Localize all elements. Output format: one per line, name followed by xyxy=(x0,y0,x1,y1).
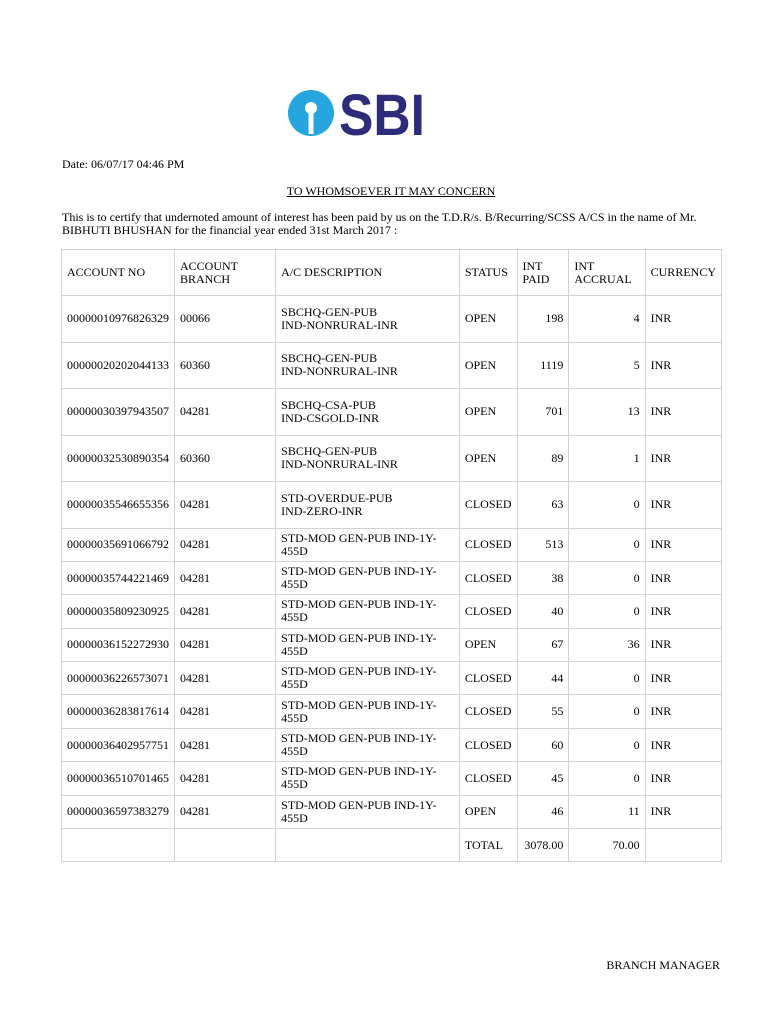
table-total-row xyxy=(62,829,722,862)
cell-status: OPEN xyxy=(459,795,517,828)
cell-description-line1: STD-OVERDUE-PUB xyxy=(281,490,393,505)
cell-int-paid: 40 xyxy=(517,595,569,628)
cell-description-line1: STD-MOD GEN-PUB IND-1Y-455D xyxy=(281,597,437,625)
table-row xyxy=(62,342,722,389)
cell-int-accrual: 0 xyxy=(569,482,645,529)
cell-int-accrual: 0 xyxy=(569,528,645,561)
cell-int-paid: 1119 xyxy=(517,342,569,389)
cell-account-branch: 04281 xyxy=(175,561,276,594)
document-heading: TO WHOMSOEVER IT MAY CONCERN xyxy=(286,184,496,198)
cell-description-line1: STD-MOD GEN-PUB IND-1Y-455D xyxy=(281,764,437,792)
cell-status: OPEN xyxy=(459,342,517,389)
header-description: A/C DESCRIPTION xyxy=(276,250,460,296)
cell-currency: INR xyxy=(645,389,721,436)
cell-description-line2: IND-NONRURAL-INR xyxy=(281,457,398,472)
cell-empty xyxy=(645,829,721,862)
signature-branch-manager: BRANCH MANAGER xyxy=(606,958,720,972)
header-int-paid-line1: INT xyxy=(522,258,543,273)
cell-empty xyxy=(175,829,276,862)
cell-account-branch: 04281 xyxy=(175,595,276,628)
cell-description xyxy=(276,762,460,795)
cell-empty xyxy=(62,829,175,862)
table-row xyxy=(62,389,722,436)
cell-description-line1: STD-MOD GEN-PUB IND-1Y-455D xyxy=(281,530,437,558)
header-int-paid xyxy=(517,250,569,296)
table-row xyxy=(62,728,722,761)
cell-description xyxy=(276,728,460,761)
total-int-paid: 3078.00 xyxy=(517,829,569,862)
cell-description-line1: STD-MOD GEN-PUB IND-1Y-455D xyxy=(281,664,437,692)
cell-int-paid: 701 xyxy=(517,389,569,436)
cell-int-accrual: 1 xyxy=(569,435,645,482)
cell-int-accrual: 11 xyxy=(569,795,645,828)
cell-description xyxy=(276,435,460,482)
cell-account-branch: 60360 xyxy=(175,342,276,389)
cell-account-no: 00000030397943507 xyxy=(62,389,175,436)
cell-description-line2: IND-NONRURAL-INR xyxy=(281,317,398,332)
cell-description xyxy=(276,795,460,828)
cell-description xyxy=(276,628,460,661)
header-status: STATUS xyxy=(459,250,517,296)
cell-int-paid: 45 xyxy=(517,762,569,795)
cell-description-line1: SBCHQ-GEN-PUB xyxy=(281,444,378,459)
cell-int-accrual: 13 xyxy=(569,389,645,436)
cell-description-line1: SBCHQ-CSA-PUB xyxy=(281,397,376,412)
cell-account-no: 00000010976826329 xyxy=(62,296,175,343)
total-int-accrual: 70.00 xyxy=(569,829,645,862)
header-account-no: ACCOUNT NO xyxy=(62,250,175,296)
cell-account-branch: 04281 xyxy=(175,528,276,561)
cell-int-accrual: 0 xyxy=(569,695,645,728)
total-label: TOTAL xyxy=(459,829,517,862)
cell-status: CLOSED xyxy=(459,695,517,728)
cell-status: OPEN xyxy=(459,296,517,343)
cell-currency: INR xyxy=(645,435,721,482)
cell-description xyxy=(276,389,460,436)
cell-description xyxy=(276,662,460,695)
cell-description-line1: STD-MOD GEN-PUB IND-1Y-455D xyxy=(281,564,437,592)
cell-description-line2: IND-ZERO-INR xyxy=(281,503,363,518)
cell-description xyxy=(276,528,460,561)
table-row xyxy=(62,296,722,343)
cell-status: CLOSED xyxy=(459,762,517,795)
cell-status: CLOSED xyxy=(459,482,517,529)
cell-int-paid: 55 xyxy=(517,695,569,728)
cell-int-paid: 38 xyxy=(517,561,569,594)
cell-status: OPEN xyxy=(459,628,517,661)
table-header-row xyxy=(62,250,722,296)
cell-description xyxy=(276,595,460,628)
sbi-logo xyxy=(287,86,427,140)
cell-account-no: 00000036402957751 xyxy=(62,728,175,761)
cell-account-no: 00000036226573071 xyxy=(62,662,175,695)
cell-status: CLOSED xyxy=(459,595,517,628)
header-int-accrual-line1: INT xyxy=(574,258,595,273)
interest-table xyxy=(61,249,722,862)
cell-account-no: 00000032530890354 xyxy=(62,435,175,482)
cell-account-branch: 04281 xyxy=(175,728,276,761)
cell-description-line1: SBCHQ-GEN-PUB xyxy=(281,304,378,319)
cell-status: CLOSED xyxy=(459,528,517,561)
sbi-keyhole-logo-icon xyxy=(287,86,427,140)
cell-account-branch: 04281 xyxy=(175,389,276,436)
cell-int-accrual: 0 xyxy=(569,728,645,761)
cell-description xyxy=(276,342,460,389)
cell-currency: INR xyxy=(645,561,721,594)
cell-account-no: 00000035691066792 xyxy=(62,528,175,561)
cell-account-branch: 04281 xyxy=(175,762,276,795)
table-row xyxy=(62,695,722,728)
table-row xyxy=(62,795,722,828)
cell-currency: INR xyxy=(645,482,721,529)
cell-description xyxy=(276,561,460,594)
cell-description xyxy=(276,695,460,728)
cell-description-line1: STD-MOD GEN-PUB IND-1Y-455D xyxy=(281,630,437,658)
cell-account-no: 00000036152272930 xyxy=(62,628,175,661)
cell-status: CLOSED xyxy=(459,728,517,761)
cell-status: CLOSED xyxy=(459,662,517,695)
cell-currency: INR xyxy=(645,342,721,389)
document-date: Date: 06/07/17 04:46 PM xyxy=(62,157,185,171)
cell-account-no: 00000035744221469 xyxy=(62,561,175,594)
header-account-branch-line1: ACCOUNT xyxy=(180,258,239,273)
cell-currency: INR xyxy=(645,762,721,795)
cell-account-no: 00000036597383279 xyxy=(62,795,175,828)
header-account-branch xyxy=(175,250,276,296)
cell-account-branch: 00066 xyxy=(175,296,276,343)
cell-description-line1: STD-MOD GEN-PUB IND-1Y-455D xyxy=(281,697,437,725)
cell-account-branch: 60360 xyxy=(175,435,276,482)
cell-account-no: 00000035546655356 xyxy=(62,482,175,529)
cell-currency: INR xyxy=(645,695,721,728)
cell-int-paid: 63 xyxy=(517,482,569,529)
table-body xyxy=(62,296,722,862)
table-row xyxy=(62,528,722,561)
header-int-accrual xyxy=(569,250,645,296)
cell-status: OPEN xyxy=(459,435,517,482)
cell-int-accrual: 4 xyxy=(569,296,645,343)
cell-int-paid: 198 xyxy=(517,296,569,343)
cell-currency: INR xyxy=(645,728,721,761)
table-row xyxy=(62,662,722,695)
cell-currency: INR xyxy=(645,795,721,828)
certification-paragraph: This is to certify that undernoted amount of interest has been paid by us on the T.D.R/s. B/Recurring/SCSS A/CS in the name of Mr. BIBHUTI BHUSHAN for the financial year ended 31st March 2017 : xyxy=(62,210,697,237)
cell-account-branch: 04281 xyxy=(175,628,276,661)
table-row xyxy=(62,628,722,661)
table-row xyxy=(62,561,722,594)
cell-int-paid: 46 xyxy=(517,795,569,828)
cell-status: CLOSED xyxy=(459,561,517,594)
cell-status: OPEN xyxy=(459,389,517,436)
cell-description xyxy=(276,296,460,343)
cell-account-branch: 04281 xyxy=(175,482,276,529)
cell-account-no: 00000036510701465 xyxy=(62,762,175,795)
cell-int-paid: 60 xyxy=(517,728,569,761)
table-row xyxy=(62,595,722,628)
header-currency: CURRENCY xyxy=(645,250,721,296)
cell-int-accrual: 0 xyxy=(569,762,645,795)
cell-currency: INR xyxy=(645,595,721,628)
cell-currency: INR xyxy=(645,662,721,695)
header-int-accrual-line2: ACCRUAL xyxy=(574,271,632,286)
table-row xyxy=(62,762,722,795)
cell-int-accrual: 36 xyxy=(569,628,645,661)
cell-account-branch: 04281 xyxy=(175,695,276,728)
cell-int-accrual: 0 xyxy=(569,662,645,695)
cell-int-accrual: 5 xyxy=(569,342,645,389)
table-row xyxy=(62,482,722,529)
cell-currency: INR xyxy=(645,528,721,561)
cell-int-accrual: 0 xyxy=(569,595,645,628)
logo-wordmark: SBI xyxy=(339,86,425,140)
cell-account-no: 00000035809230925 xyxy=(62,595,175,628)
cell-currency: INR xyxy=(645,628,721,661)
cell-empty xyxy=(276,829,460,862)
cell-description xyxy=(276,482,460,529)
cell-currency: INR xyxy=(645,296,721,343)
cell-description-line1: STD-MOD GEN-PUB IND-1Y-455D xyxy=(281,731,437,759)
table-row xyxy=(62,435,722,482)
header-account-branch-line2: BRANCH xyxy=(180,271,231,286)
cell-description-line2: IND-NONRURAL-INR xyxy=(281,364,398,379)
cell-description-line1: STD-MOD GEN-PUB IND-1Y-455D xyxy=(281,797,437,825)
logo-keyhole-slot xyxy=(309,110,314,134)
cell-int-paid: 89 xyxy=(517,435,569,482)
cell-description-line2: IND-CSGOLD-INR xyxy=(281,410,380,425)
cell-account-branch: 04281 xyxy=(175,795,276,828)
cell-int-paid: 44 xyxy=(517,662,569,695)
cell-account-branch: 04281 xyxy=(175,662,276,695)
header-int-paid-line2: PAID xyxy=(522,271,550,286)
cell-description-line1: SBCHQ-GEN-PUB xyxy=(281,351,378,366)
cell-int-accrual: 0 xyxy=(569,561,645,594)
cell-int-paid: 67 xyxy=(517,628,569,661)
cell-account-no: 00000020202044133 xyxy=(62,342,175,389)
cell-account-no: 00000036283817614 xyxy=(62,695,175,728)
cell-int-paid: 513 xyxy=(517,528,569,561)
